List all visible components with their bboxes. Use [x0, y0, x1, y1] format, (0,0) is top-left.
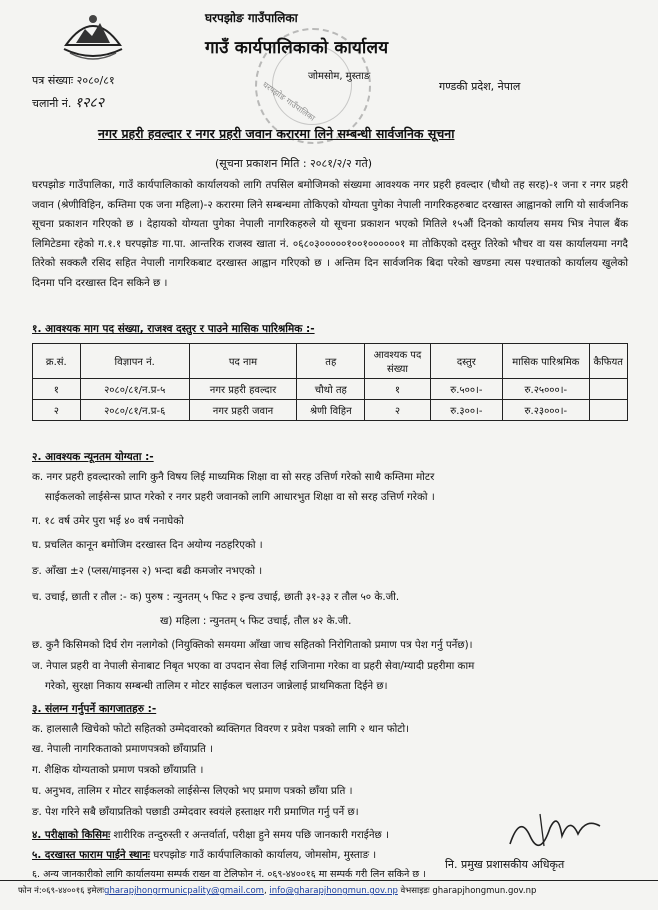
table-cell: २०८०/८१/न.प्र-६ — [80, 400, 189, 421]
table-cell: रु.२५०००।- — [503, 379, 589, 400]
section2-heading: २. आवश्यक न्यूनतम योग्यता :- — [32, 451, 154, 463]
signatory-prefix: नि. — [445, 858, 458, 871]
column-header: आवश्यक पद संख्या — [365, 344, 430, 379]
column-header: क्र.सं. — [33, 344, 81, 379]
table-cell: रु.५००।- — [430, 379, 503, 400]
qualification-item: छ. कुनै किसिमको दिर्घ रोग नलागेको (नियुक्तिको समयमा आँखा जाच सहितको निरोगिताको प्रमाण पत्र पेश गर्नु पर्नेछ)। — [32, 639, 473, 651]
document-item: ग. शैक्षिक योग्यताको प्रमाण पत्रको छाँयाप्रति । — [32, 764, 204, 776]
table-row — [33, 400, 628, 421]
section1-heading: १. आवश्यक माग पद संख्या, राजश्व दस्तुर र पाउने मासिक पारिश्रमिक :- — [32, 323, 315, 335]
qualification-item: ग. १८ वर्ष उमेर पुरा भई ४० वर्ष ननाघेको — [32, 515, 184, 527]
requirements-table — [32, 343, 628, 421]
seal-text: घरपझोङ गाउँपालिका — [260, 80, 317, 123]
section6: ६. अन्य जानकारीको लागि कार्यालयमा सम्पर्क राख्न वा टेलिफोन नं. ०६९-४४००१६ मा सम्पर्क गरी लिन सकिने छ । — [32, 869, 426, 880]
table-cell: २ — [33, 400, 81, 421]
table-row — [33, 379, 628, 400]
column-header: कैफियत — [589, 344, 627, 379]
qualification-item: ख) महिला : न्युनतम् ५ फिट उचाई, तौल ४२ के.जी. — [160, 615, 352, 627]
office-address: जोमसोम, मुस्ताङ — [308, 71, 371, 82]
qualification-item: ज. नेपाल प्रहरी वा नेपाली सेनाबाट निबृत भएका वा उपदान सेवा लिई राजिनामा गरेका वा प्रहरी सेवा/म्यादी प्रहरीमा काम — [32, 660, 475, 672]
dispatch-label: चलानी नं. — [32, 97, 72, 110]
column-header: दस्तुर — [430, 344, 503, 379]
document-item: ङ. पेश गरिने सबै छाँयाप्रतिको पछाडी उम्मेदवार स्वयंले हस्ताक्षर गरी प्रमाणित गर्नु पर्ने छ। — [32, 806, 359, 818]
table-cell: २०८०/८१/न.प्र-५ — [80, 379, 189, 400]
section4-text: शारीरिक तन्दुरुस्ती र अन्तर्वार्ता, परीक्षा हुने समय पछि जानकारी गराईनेछ । — [110, 829, 389, 841]
table-header-row — [33, 344, 628, 379]
column-header: तह — [297, 344, 365, 379]
document-item: ख. नेपाली नागरिकताको प्रमाणपत्रको छाँयाप्रति । — [32, 743, 214, 755]
table-cell: १ — [365, 379, 430, 400]
table-cell: २ — [365, 400, 430, 421]
footer-web-label: वेभसाइडः — [397, 886, 433, 896]
table-cell: रु.३००।- — [430, 400, 503, 421]
reference-number: पत्र संख्याः २०८०/८१ — [32, 74, 115, 87]
section5-text: घरपझोङ गाउँ कार्यपालिकाको कार्यालय, जोमसोम, मुस्ताङ । — [150, 849, 377, 861]
table-cell: रु.२३०००।- — [503, 400, 589, 421]
table-cell — [589, 379, 627, 400]
dispatch-value: १२८२ — [74, 95, 104, 111]
footer-separator: , — [263, 886, 270, 896]
footer-email-link[interactable]: info@gharapjhongmun.gov.np — [269, 886, 398, 896]
province-name: गण्डकी प्रदेश, नेपाल — [439, 80, 521, 93]
section3-heading: ३. संलग्न गर्नुपर्ने कागजातहरु :- — [32, 703, 157, 715]
table-cell: नगर प्रहरी जवान — [189, 400, 296, 421]
qualification-item: साईकलको लाईसेन्स प्राप्त गरेको र नगर प्रहरी जवानको लागि आधारभुत शिक्षा वा सो सरह उत्तिर्ण गरेको । — [45, 491, 435, 503]
table-cell: चौथो तह — [297, 379, 365, 400]
column-header: पद नाम — [189, 344, 296, 379]
publication-date: (सूचना प्रकाशन मिति : २०८१/२/२ गते) — [215, 157, 373, 170]
table-cell — [589, 400, 627, 421]
table-cell: श्रेणी विहिन — [297, 400, 365, 421]
section5-label: ५. दरखास्त फाराम पाईने स्थानः — [32, 849, 151, 861]
qualification-item: घ. प्रचलित कानून बमोजिम दरखास्त दिन अयोग्य नठहरिएको । — [32, 539, 263, 551]
qualification-item: ङ. आँखा ±२ (प्लस/माइनस २) भन्दा बढी कमजोर नभएको । — [32, 565, 263, 577]
column-header: विज्ञापन नं. — [80, 344, 189, 379]
footer-email-link[interactable]: gharapjhongrmunicpality@gmail.com — [104, 886, 264, 896]
footer-phone: फोन नं:०६९-४४००१६ इमेलः — [18, 886, 105, 896]
column-header: मासिक पारिश्रमिक — [503, 344, 589, 379]
signature-mark — [500, 806, 610, 856]
qualification-item: च. उचाई, छाती र तौल :- क) पुरुष : न्युनतम् ५ फिट २ इन्च उचाई, छाती ३१-३३ र तौल ५० के.जी. — [32, 591, 400, 603]
office-title: गाउँ कार्यपालिकाको कार्यालय — [205, 38, 389, 58]
qualification-item: गरेको, सुरक्षा निकाय सम्बन्धी तालिम र मोटर साईकल चलाउन जान्नेलाई प्राथमिकता दिईने छ। — [45, 680, 388, 692]
municipality-name: घरपझोङ गाउँपालिका — [205, 11, 298, 25]
document-item: क. हालसालै खिचेको फोटो सहितको उम्मेदवारको ब्यक्तिगत विवरण र प्रवेश पत्रको लागि २ थान फोटो। — [32, 723, 410, 735]
intro-paragraph: घरपझोङ गाउँपालिका, गाउँ कार्यपालिकाको कार्यालयको लागि तपसिल बमोजिमको संख्यमा आवश्यक नगर प्रहरी हवल्दार (चौथो तह सरह)-१ जना र नगर प्रहरी जवान (श्रेणीविहिन, कम्तिमा एक जना महिला)-२ करारमा लिने सम्बन्धमा तोकिएको योग्यता पुगेका नेपाली नागरिकहरुबाट दरखास्त आह्वानको लागि यो सार्वजनिक सूचना प्रकाशन गरिएको छ । देहायको योग्यता पुगेका नेपाली नागरिकहरुले यो सूचना प्रकाशन भएको मितिले १५औं दिनको कार्यालय समय भित्र नेपाल बैंक लिमिटेडमा रहेको ग.१.१ घरपझोङ गा.पा. आन्तरिक राजस्व खाता नं. ०६८०३०००००१००१००००००१ मा तोकिएको दस्तुर तिरेको भौचर वा यस कार्यालयमा नगदै तिरेको सक्कलै रसिद सहित नेपाली नागरिकबाट दरखास्त आह्वान गरिएको छ । अन्तिम दिन सार्वजनिक बिदा परेको खण्डमा त्यस पश्चातको कार्यालय खुलेको दिनमा पनि दरखास्त दिन सकिने छ । — [32, 179, 628, 289]
signatory-role — [445, 857, 564, 872]
footer-divider — [0, 880, 658, 881]
footer-website-link[interactable]: gharapjhongmun.gov.np — [432, 886, 537, 896]
signatory-title: प्रमुख प्रशासकीय अधिकृत — [460, 858, 565, 871]
government-emblem-icon — [58, 5, 128, 65]
dispatch-number — [32, 93, 104, 112]
section4-label: ४. परीक्षाको किसिमः — [32, 829, 111, 841]
table-cell: १ — [33, 379, 81, 400]
footer-contact — [18, 885, 536, 896]
document-item: घ. अनुभव, तालिम र मोटर साईकलको लाईसेन्स लिएको भए प्रमाण पत्रको छाँया प्रति । — [32, 785, 353, 797]
qualification-item: क. नगर प्रहरी हवल्दारको लागि कुनै विषय लिई माध्यमिक शिक्षा वा सो सरह उत्तिर्ण गरेको साथै कम्तिमा मोटर — [32, 471, 435, 483]
notice-title: नगर प्रहरी हवल्दार र नगर प्रहरी जवान करारमा लिने सम्बन्धी सार्वजनिक सूचना — [98, 126, 455, 141]
table-cell: नगर प्रहरी हवल्दार — [189, 379, 296, 400]
